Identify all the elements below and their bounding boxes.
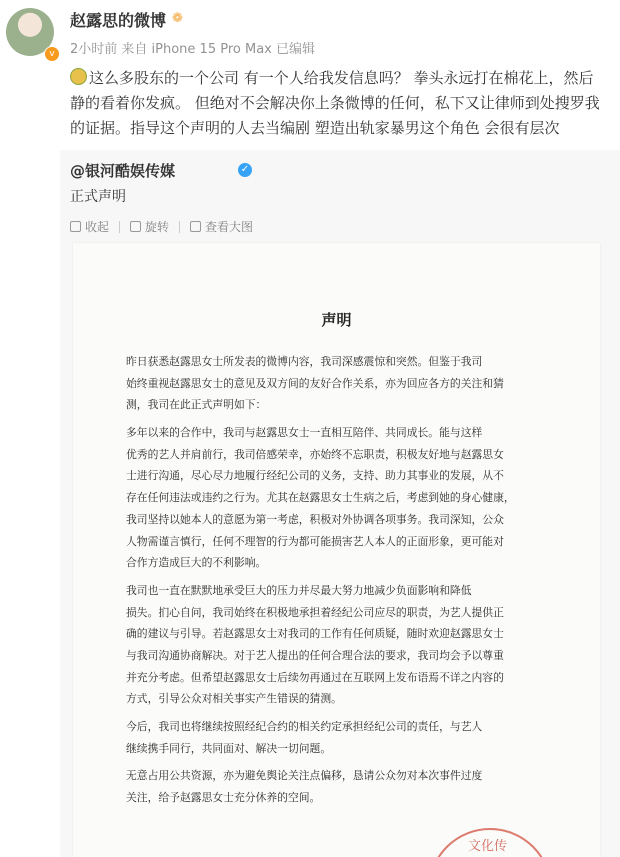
rotate-label: 旋转 xyxy=(145,220,170,234)
divider xyxy=(119,221,120,233)
statement-line: 合作方造成巨大的不利影响。 xyxy=(126,556,267,570)
statement-line: 测，我司在此正式声明如下： xyxy=(126,398,267,412)
statement-body xyxy=(126,351,556,809)
collapse-icon xyxy=(70,221,81,232)
statement-line: 今后，我司也将继续按照经纪合约的相关约定承担经纪公司的责任，与艺人 xyxy=(126,720,483,733)
statement-line: 关注，给予赵露思女士充分休养的空间。 xyxy=(126,791,321,805)
statement-line: 我司也一直在默默地承受巨大的压力并尽最大努力地减少负面影响和降低 xyxy=(126,583,472,597)
emoji-icon xyxy=(70,68,87,85)
view-large-label: 查看大图 xyxy=(205,220,254,234)
post-header xyxy=(0,0,620,62)
post-text xyxy=(70,66,615,141)
post-meta: 2小时前 来自 iPhone 15 Pro Max 已编辑 xyxy=(70,42,315,57)
statement-image[interactable] xyxy=(73,243,600,857)
statement-line: 人物需谨言慎行，任何不理智的行为都可能损害艺人本人的正面形象，更可能对 xyxy=(126,534,504,548)
statement-line: 我司坚持以她本人的意愿为第一考虑，积极对外协调各项事务。我司深知，公众 xyxy=(126,512,504,526)
verified-icon: ✓ xyxy=(238,163,252,177)
collapse-button[interactable] xyxy=(70,218,109,235)
statement-line: 士进行沟通，尽心尽力地履行经纪公司的义务，支持、助力其事业的发展，从不 xyxy=(126,469,504,483)
statement-line: 与我司沟通协商解决。对于艺人提出的任何合理合法的要求，我司均会予以尊重 xyxy=(126,648,504,662)
username-link[interactable]: 赵露思的微博 xyxy=(70,11,167,30)
seal-text: 文化传 xyxy=(468,839,508,854)
statement-line: 昨日获悉赵露思女士所发表的微博内容，我司深感震惊和突然。但鉴于我司 xyxy=(126,355,483,368)
repost-card xyxy=(60,150,620,857)
vip-badge-icon: v xyxy=(44,46,60,62)
statement-line: 多年以来的合作中，我司与赵露思女士一直相互陪伴、共同成长。能与这样 xyxy=(126,426,483,440)
statement-line: 并充分考虑。但希望赵露思女士后续勿再通过在互联网上发布语焉不详之内容的 xyxy=(126,670,504,684)
fan-badge-icon: ❁ xyxy=(172,11,183,26)
rotate-button[interactable] xyxy=(130,218,169,235)
statement-line: 方式，引导公众对相关事实产生错误的猜测。 xyxy=(126,692,342,706)
post-text-line-3: 的证据。指导这个声明的人去当编剧 塑造出轨家暴男这个角色 会很有层次 xyxy=(70,119,560,137)
image-actions xyxy=(70,218,253,235)
view-large-icon xyxy=(190,221,201,232)
rotate-icon xyxy=(130,221,141,232)
statement-line: 无意占用公共资源，亦为避免舆论关注点偏移，恳请公众勿对本次事件过度 xyxy=(126,769,483,783)
statement-line: 优秀的艺人并肩前行，我司倍感荣幸，亦始终不忘职责，积极友好地与赵露思女 xyxy=(126,447,504,461)
statement-line: 损失。扪心自问，我司始终在积极地承担着经纪公司应尽的职责，为艺人提供正 xyxy=(126,605,504,619)
view-large-button[interactable] xyxy=(190,218,253,235)
statement-line: 继续携手同行，共同面对、解决一切问题。 xyxy=(126,741,332,755)
divider xyxy=(179,221,180,233)
repost-author-link[interactable]: @银河酷娱传媒 xyxy=(70,162,176,180)
statement-line: 确的建议与引导。若赵露思女士对我司的工作有任何质疑，随时欢迎赵露思女士 xyxy=(126,627,504,641)
statement-line: 始终重视赵露思女士的意见及双方间的友好合作关系，亦为回应各方的关注和猜 xyxy=(126,376,504,390)
post-text-line-2: 静的看着你发疯。 但绝对不会解决你上条微博的任何，私下又让律师到处搜罗我 xyxy=(70,94,600,112)
repost-text: 正式声明 xyxy=(70,189,126,205)
statement-title: 声明 xyxy=(321,311,352,329)
collapse-label: 收起 xyxy=(85,220,110,234)
post-text-line-1: 这么多股东的一个公司 有一个人给我发信息吗？ 拳头永远打在棉花上，然后 xyxy=(89,69,594,87)
statement-line: 存在任何违法或违约之行为。尤其在赵露思女士生病之后，考虑到她的身心健康， xyxy=(126,491,515,505)
post-text-line xyxy=(70,66,615,91)
